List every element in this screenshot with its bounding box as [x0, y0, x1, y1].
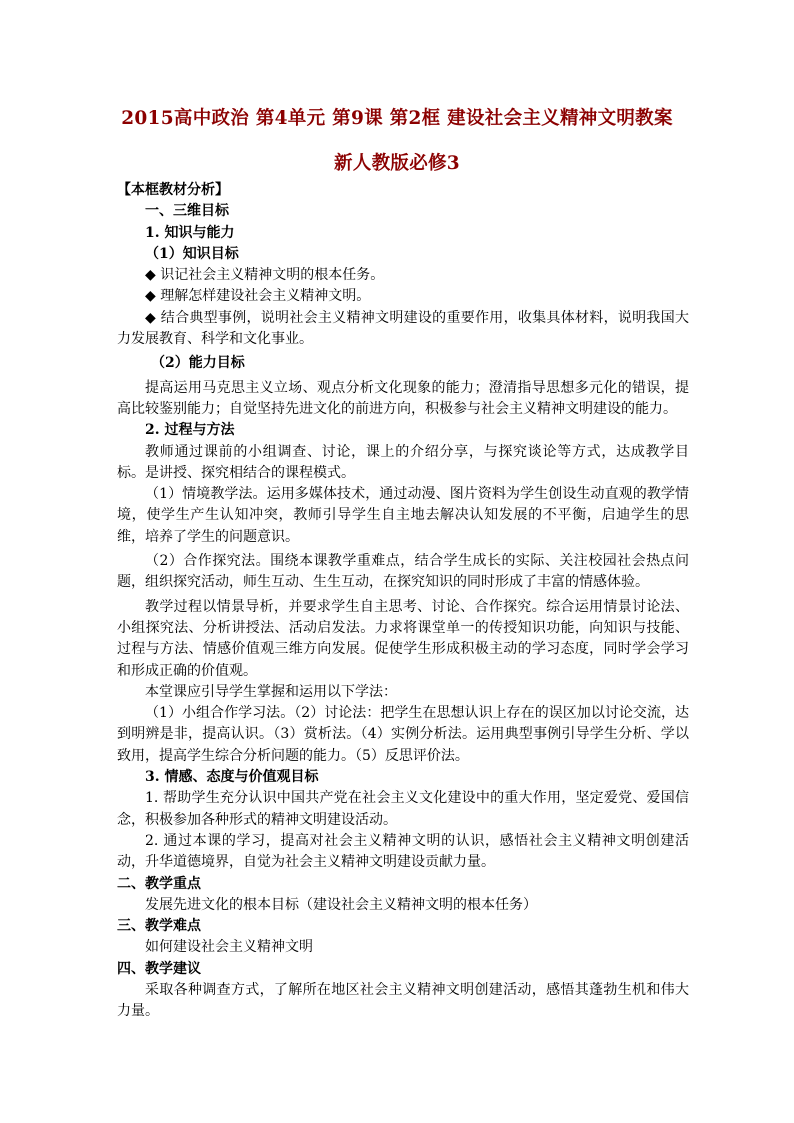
body-paragraph: 如何建设社会主义精神文明 [145, 939, 313, 956]
document-subtitle: 新人教版必修3 [334, 153, 460, 174]
section-heading: 四、教学建议 [117, 960, 201, 977]
body-paragraph: 教学过程以情景导析，并要求学生自主思考、讨论、合作探究。综合运用情景讨论法、小组探究法、分析讲授法、活动启发法。力求将课堂单一的传授知识功能，向知识与技能、过程与方法、情感价值观三维方向发展。促使学生形成积极主动的学习态度，同时学会学习和形成正确的价值观。 [117, 598, 689, 679]
body-paragraph: （1）情境教学法。运用多媒体技术，通过动漫、图片资料为学生创设生动直观的教学情境，使学生产生认知冲突，教师引导学生自主地去解决认知发展的不平衡，启迪学生的思维，培养了学生的问题意识。 [117, 486, 689, 545]
bullet-item: ◆ 理解怎样建设社会主义精神文明。 [145, 288, 371, 305]
body-paragraph: 提高运用马克思主义立场、观点分析文化现象的能力；澄清指导思想多元化的错误，提高比较鉴别能力；自觉坚持先进文化的前进方向，积极参与社会主义精神文明建设的能力。 [117, 379, 689, 417]
document-body [117, 180, 689, 1023]
section-heading: 二、教学重点 [117, 875, 201, 892]
bullet-item: ◆ 识记社会主义精神文明的根本任务。 [145, 267, 385, 284]
body-paragraph: 2. 通过本课的学习，提高对社会主义精神文明的认识，感悟社会主义精神文明创建活动，升华道德境界，自觉为社会主义精神文明建设贡献力量。 [117, 832, 689, 871]
body-paragraph: 1. 帮助学生充分认识中国共产党在社会主义文化建设中的重大作用，坚定爱党、爱国信念，积极参加各种形式的精神文明建设活动。 [117, 790, 689, 828]
body-paragraph: （1）小组合作学习法。（2）讨论法：把学生在思想认识上存在的误区加以讨论交流，达到明辨是非，提高认识。（3）赏析法。（4）实例分析法。运用典型事例引导学生分析、学以致用，提高学生综合分析问题的能力。（5）反思评价法。 [117, 705, 689, 764]
body-paragraph: 教师通过课前的小组调查、讨论，课上的介绍分享，与探究谈论等方式，达成教学目标。是讲授、探究相结合的课程模式。 [117, 443, 689, 481]
section-heading: 三、教学难点 [117, 918, 201, 935]
body-paragraph: 发展先进文化的根本目标（建设社会主义精神文明的根本任务） [145, 896, 537, 913]
bullet-item: ◆ 结合典型事例，说明社会主义精神文明建设的重要作用，收集具体材料，说明我国大力发展教育、科学和文化事业。 [117, 309, 689, 348]
document-title: 2015高中政治 第4单元 第9课 第2框 建设社会主义精神文明教案 [121, 108, 673, 129]
subsection-heading: （1）知识目标 [145, 245, 239, 262]
subsection-heading: 3. 情感、态度与价值观目标 [145, 769, 319, 786]
body-paragraph: 采取各种调查方式，了解所在地区社会主义精神文明创建活动，感悟其蓬勃生机和伟大力量。 [117, 981, 689, 1020]
subsection-heading: 1. 知识与能力 [145, 224, 235, 241]
section-heading: 【本框教材分析】 [117, 182, 229, 198]
subsection-heading: 2. 过程与方法 [145, 422, 235, 439]
body-paragraph: 本堂课应引导学生掌握和运用以下学法： [145, 683, 397, 700]
body-paragraph: （2）合作探究法。围绕本课教学重难点，结合学生成长的实际、关注校园社会热点问题，组织探究活动，师生互动、生生互动，在探究知识的同时形成了丰富的情感体验。 [117, 553, 689, 591]
section-heading: 一、三维目标 [145, 203, 229, 220]
subsection-heading: （2）能力目标 [151, 355, 245, 372]
